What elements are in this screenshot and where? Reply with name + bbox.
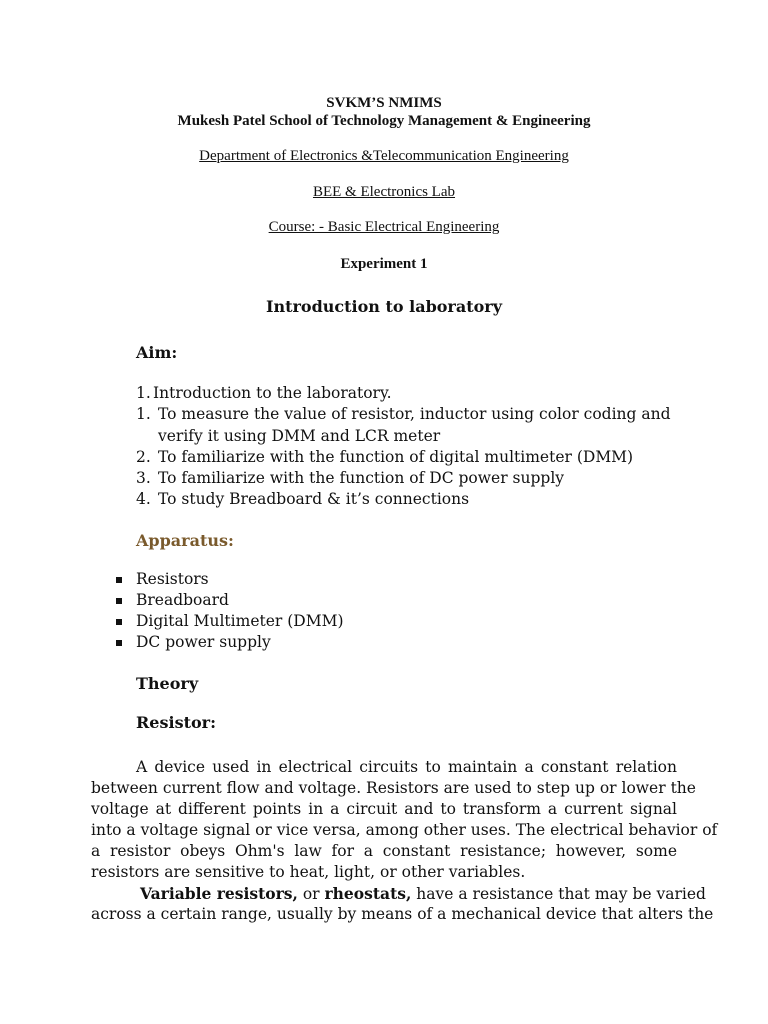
resistor-heading: Resistor: xyxy=(136,713,216,732)
school-name: Mukesh Patel School of Technology Management & Engineering xyxy=(177,113,591,129)
theory-paragraph-line: between current flow and voltage. Resistors are used to step up or lower the xyxy=(91,779,696,797)
institution-name: SVKM’S NMIMS xyxy=(326,95,442,111)
bullet-icon xyxy=(116,640,122,646)
variable-resistor-line: Variable resistors, or rheostats, have a resistance that may be varied xyxy=(140,884,706,903)
theory-paragraph-line: voltage at different points in a circuit and to transform a current signal xyxy=(91,800,677,818)
page-title: Introduction to laboratory xyxy=(265,297,503,316)
theory-paragraph-line: into a voltage signal or vice versa, among other uses. The electrical behavior of xyxy=(91,821,718,839)
document-page: SVKM’S NMIMS Mukesh Patel School of Technology Management & Engineering Department of Electronics &Telecommunication Engineering BEE & Electronics Lab Course: - Basic Electrical Engineering Experiment 1 Introduction to laboratory Aim: 1. Introduction to the laboratory. 1. To measure the value of resistor, inductor using color coding and verify it using DMM and LCR meter 2. To familiarize with the function of digital multimeter (DMM) 3. To familiarize with the function of DC power supply 4. To study Breadboard & it’s connections Apparatus: Resistors Breadboard Digital Multimeter (DMM) DC power supply Theory Resistor: A device used in electrical circuits to maintain a constant relation between current flow and voltage. Resistors are used to step up or lower the voltage at different points in a circuit and to transform a current signal into a voltage signal or vice versa, among other uses. The electrical behavior of a resistor obeys Ohm's law for a constant resistance; however, some resistors are sensitive to heat, light, or other variables. Variable resistors, or rheostats, have a resistance that may be varied across a certain range, usually by means of a mechanical device that alters the xyxy=(0,0,768,1024)
bullet-icon xyxy=(116,577,122,583)
apparatus-item: Breadboard xyxy=(136,591,229,609)
theory-paragraph-line: A device used in electrical circuits to maintain a constant relation xyxy=(136,758,677,776)
bullet-icon xyxy=(116,598,122,604)
apparatus-heading: Apparatus: xyxy=(136,531,234,550)
experiment-number: Experiment 1 xyxy=(340,256,428,272)
aim-heading: Aim: xyxy=(136,343,178,362)
theory-paragraph-line: a resistor obeys Ohm's law for a constant resistance; however, some xyxy=(91,842,677,860)
department-name: Department of Electronics &Telecommunication Engineering xyxy=(199,148,569,164)
lab-name: BEE & Electronics Lab xyxy=(312,184,456,200)
theory-heading: Theory xyxy=(136,674,199,693)
apparatus-item: Resistors xyxy=(136,570,209,588)
apparatus-item: DC power supply xyxy=(136,633,271,651)
bullet-icon xyxy=(116,619,122,625)
theory-paragraph-line: resistors are sensitive to heat, light, or other variables. xyxy=(91,863,526,881)
course-name: Course: - Basic Electrical Engineering xyxy=(268,219,500,235)
theory-paragraph-line: across a certain range, usually by means of a mechanical device that alters the xyxy=(91,905,714,923)
apparatus-item: Digital Multimeter (DMM) xyxy=(136,612,344,630)
